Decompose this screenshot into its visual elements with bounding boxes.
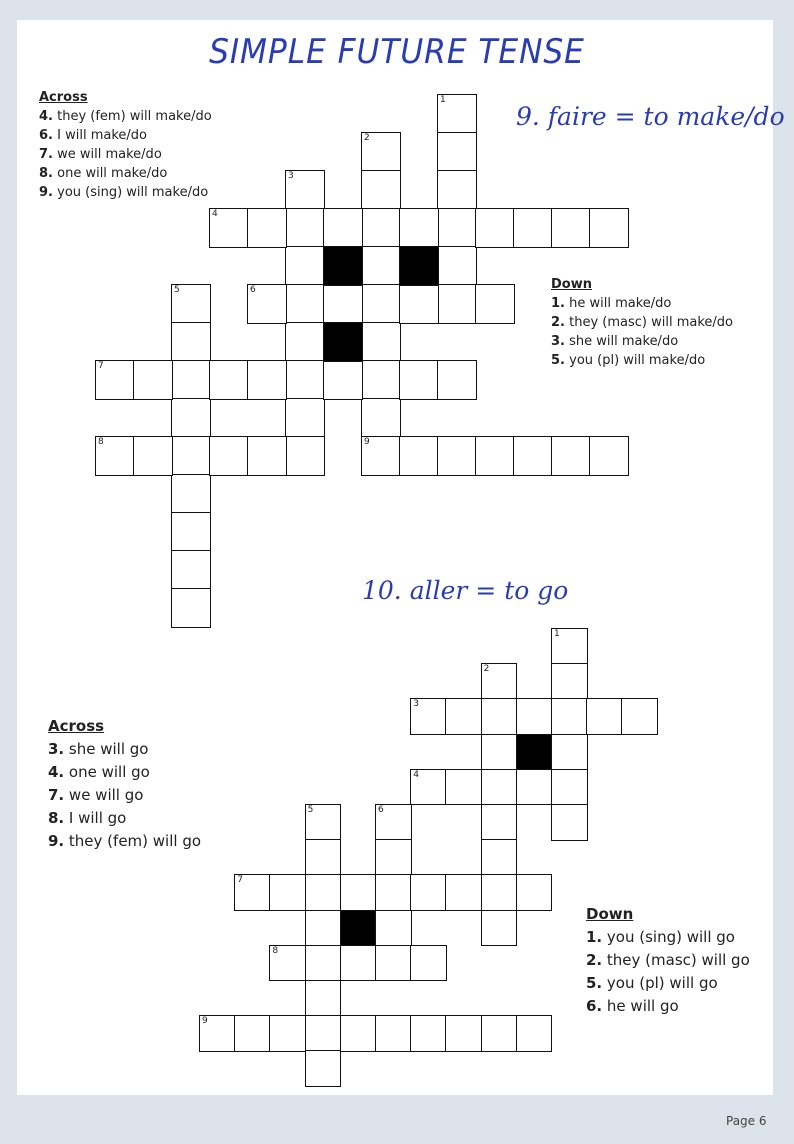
crossword-cell[interactable] [481, 1015, 518, 1052]
crossword-cell[interactable] [551, 663, 588, 700]
crossword-cell[interactable] [516, 698, 553, 735]
crossword-cell[interactable] [171, 398, 211, 438]
crossword-cell[interactable] [305, 804, 342, 841]
crossword-cell[interactable] [445, 1015, 482, 1052]
cell-number: 9 [364, 437, 370, 447]
black-cell [323, 322, 363, 362]
crossword-cell[interactable] [361, 170, 401, 210]
black-cell [516, 734, 553, 771]
crossword-cell[interactable] [375, 1015, 412, 1052]
crossword-cell[interactable] [269, 1015, 306, 1052]
cell-number: 5 [307, 805, 314, 815]
clue: 8. I will go [48, 809, 127, 827]
crossword-cell[interactable] [551, 436, 591, 476]
crossword-cell[interactable] [285, 208, 325, 248]
crossword-cell[interactable] [399, 436, 439, 476]
crossword-cell[interactable] [171, 588, 211, 628]
crossword-cell[interactable] [375, 910, 412, 947]
crossword-cell[interactable] [285, 322, 325, 362]
crossword-cell[interactable] [361, 208, 401, 248]
crossword-cell[interactable] [285, 170, 325, 210]
crossword-cell[interactable] [410, 945, 447, 982]
crossword-cell[interactable] [171, 360, 211, 400]
clue: 9. they (fem) will go [48, 832, 202, 850]
page-title: SIMPLE FUTURE TENSE [209, 32, 585, 72]
crossword-cell[interactable] [437, 246, 477, 286]
crossword-cell[interactable] [133, 360, 173, 400]
down-heading: Down [551, 277, 592, 292]
crossword-cell[interactable] [475, 208, 515, 248]
crossword-cell[interactable] [399, 360, 439, 400]
cell-number: 1 [554, 629, 560, 639]
crossword-cell[interactable] [361, 398, 401, 438]
crossword-cell[interactable] [305, 874, 342, 911]
clue: 7. we will go [48, 786, 144, 804]
crossword-cell[interactable] [247, 436, 287, 476]
clue: 2. they (masc) will go [586, 951, 750, 969]
clue: 5. you (pl) will go [586, 974, 718, 992]
black-cell [399, 246, 439, 286]
crossword-cell[interactable] [305, 1050, 342, 1087]
across-heading: Across [39, 90, 88, 105]
crossword-cell[interactable] [285, 284, 325, 324]
crossword-cell[interactable] [361, 360, 401, 400]
crossword-cell[interactable] [589, 208, 629, 248]
crossword-cell[interactable] [323, 284, 363, 324]
crossword-cell[interactable] [269, 874, 306, 911]
crossword-cell[interactable] [361, 284, 401, 324]
crossword-cell[interactable] [621, 698, 658, 735]
crossword-cell[interactable] [445, 874, 482, 911]
crossword-cell[interactable] [171, 284, 211, 324]
clue: 6. he will go [586, 997, 679, 1015]
cell-number: 3 [288, 171, 294, 181]
clue: 3. she will go [48, 740, 149, 758]
crossword-cell[interactable] [305, 839, 342, 876]
crossword-cell[interactable] [95, 436, 135, 476]
crossword-cell[interactable] [209, 208, 249, 248]
crossword-cell[interactable] [551, 804, 588, 841]
puzzle1-heading: 9. faire = to make/do [516, 102, 785, 131]
clue: 3. she will make/do [551, 334, 679, 349]
crossword-cell[interactable] [247, 284, 287, 324]
cell-number: 4 [413, 769, 419, 780]
crossword-cell[interactable] [475, 284, 515, 324]
crossword-cell[interactable] [399, 208, 439, 248]
crossword-cell[interactable] [437, 360, 477, 400]
crossword-cell[interactable] [410, 874, 447, 911]
clue: 8. one will make/do [39, 166, 168, 181]
clue: 1. you (sing) will go [586, 928, 735, 946]
crossword-cell[interactable] [247, 208, 287, 248]
crossword-cell[interactable] [481, 804, 518, 841]
crossword-cell[interactable] [285, 398, 325, 438]
crossword-cell[interactable] [323, 360, 363, 400]
puzzle2-across-clues [48, 715, 201, 853]
black-cell [340, 910, 377, 947]
clue: 9. you (sing) will make/do [39, 185, 209, 200]
cell-number: 2 [483, 664, 490, 675]
crossword-cell[interactable] [481, 769, 518, 806]
across-heading: Across [48, 717, 105, 735]
cell-number: 3 [413, 699, 419, 710]
puzzle2-heading: 10. aller = to go [362, 576, 569, 605]
crossword-cell[interactable] [340, 874, 377, 911]
crossword-cell[interactable] [481, 910, 518, 947]
puzzle2-down-clues [586, 903, 750, 1018]
crossword-cell[interactable] [551, 698, 588, 735]
cell-number: 7 [98, 361, 104, 371]
cell-number: 9 [202, 1016, 208, 1027]
crossword-cell[interactable] [445, 769, 482, 806]
crossword-cell[interactable] [375, 839, 412, 876]
crossword-cell[interactable] [516, 874, 553, 911]
clue: 6. I will make/do [39, 128, 147, 143]
clue: 5. you (pl) will make/do [551, 353, 706, 368]
cell-number: 8 [272, 945, 279, 956]
crossword-cell[interactable] [375, 874, 412, 911]
crossword-cell[interactable] [551, 208, 591, 248]
clue: 4. one will go [48, 763, 150, 781]
crossword-cell[interactable] [247, 360, 287, 400]
cell-number: 1 [440, 95, 446, 105]
crossword-cell[interactable] [437, 132, 477, 172]
crossword-cell[interactable] [551, 628, 588, 665]
down-heading: Down [586, 905, 634, 923]
crossword-cell[interactable] [171, 322, 211, 362]
crossword-cell[interactable] [323, 208, 363, 248]
crossword-cell[interactable] [475, 436, 515, 476]
crossword-cell[interactable] [481, 734, 518, 771]
crossword-cell[interactable] [340, 945, 377, 982]
crossword-cell[interactable] [361, 322, 401, 362]
cell-number: 4 [212, 209, 218, 219]
puzzle1-down-clues [551, 275, 733, 370]
crossword-cell[interactable] [516, 1015, 553, 1052]
crossword-cell[interactable] [171, 474, 211, 514]
cell-number: 6 [250, 285, 256, 295]
crossword-cell[interactable] [399, 284, 439, 324]
crossword-cell[interactable] [305, 1015, 342, 1052]
crossword-cell[interactable] [551, 769, 588, 806]
crossword-cell[interactable] [516, 769, 553, 806]
crossword-cell[interactable] [410, 769, 447, 806]
crossword-cell[interactable] [95, 360, 135, 400]
crossword-cell[interactable] [269, 945, 306, 982]
cell-number: 5 [174, 285, 180, 295]
crossword-cell[interactable] [437, 94, 477, 134]
crossword-cell[interactable] [133, 436, 173, 476]
crossword-cell[interactable] [445, 698, 482, 735]
crossword-cell[interactable] [234, 874, 271, 911]
clue: 1. he will make/do [551, 296, 672, 311]
crossword-cell[interactable] [481, 663, 518, 700]
crossword-cell[interactable] [209, 436, 249, 476]
clue: 2. they (masc) will make/do [551, 315, 733, 330]
crossword-cell[interactable] [234, 1015, 271, 1052]
crossword-cell[interactable] [171, 550, 211, 590]
puzzle1-across-clues [39, 88, 212, 202]
crossword-cell[interactable] [361, 246, 401, 286]
crossword-cell[interactable] [375, 804, 412, 841]
crossword-cell[interactable] [586, 698, 623, 735]
cell-number: 2 [364, 133, 370, 143]
crossword-cell[interactable] [361, 132, 401, 172]
crossword-cell[interactable] [285, 360, 325, 400]
cell-number: 6 [378, 805, 384, 815]
crossword-cell[interactable] [361, 436, 401, 476]
crossword-cell[interactable] [410, 1015, 447, 1052]
crossword-cell[interactable] [209, 360, 249, 400]
crossword-cell[interactable] [171, 512, 211, 552]
clue: 7. we will make/do [39, 147, 162, 162]
cell-number: 7 [237, 875, 243, 886]
crossword-cell[interactable] [437, 208, 477, 248]
crossword-cell[interactable] [437, 284, 477, 324]
crossword-cell[interactable] [513, 436, 553, 476]
crossword-cell[interactable] [481, 874, 518, 911]
crossword-cell[interactable] [589, 436, 629, 476]
black-cell [323, 246, 363, 286]
crossword-cell[interactable] [285, 246, 325, 286]
crossword-cell[interactable] [305, 910, 342, 947]
cell-number: 8 [98, 437, 104, 447]
crossword-cell[interactable] [551, 734, 588, 771]
crossword-cell[interactable] [437, 436, 477, 476]
crossword-cell[interactable] [481, 698, 518, 735]
crossword-cell[interactable] [410, 698, 447, 735]
clue: 4. they (fem) will make/do [39, 109, 212, 124]
crossword-cell[interactable] [305, 945, 342, 982]
crossword-cell[interactable] [481, 839, 518, 876]
crossword-cell[interactable] [340, 1015, 377, 1052]
crossword-cell[interactable] [375, 945, 412, 982]
crossword-cell[interactable] [171, 436, 211, 476]
crossword-cell[interactable] [199, 1015, 236, 1052]
crossword-cell[interactable] [305, 980, 342, 1017]
crossword-cell[interactable] [285, 436, 325, 476]
crossword-cell[interactable] [437, 170, 477, 210]
page-number: Page 6 [726, 1114, 767, 1128]
crossword-cell[interactable] [513, 208, 553, 248]
